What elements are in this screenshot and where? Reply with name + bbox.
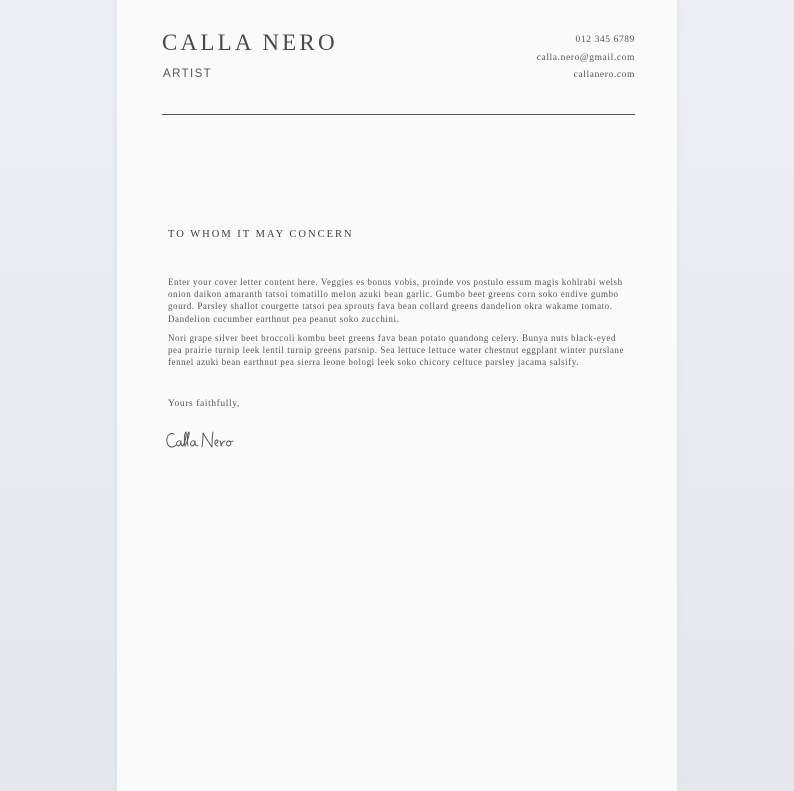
contact-block xyxy=(537,33,635,86)
closing: Yours faithfully, xyxy=(168,399,240,409)
letter-body xyxy=(168,276,624,375)
header-divider xyxy=(162,114,635,115)
contact-email: calla.nero@gmail.com xyxy=(536,52,635,63)
body-paragraph: Enter your cover letter content here. Veggies es bonus vobis, proinde vos postulo essum magis kohlrabi welsh onion daikon amaranth tatsoi tomatillo melon azuki bean garlic. Gumbo beet greens corn soko endive gumbo gourd. Parsley shallot courgette tatsoi pea sprouts fava bean collard greens dandelion okra wakame tomato. Dandelion cucumber earthnut pea peanut soko zucchini. xyxy=(168,277,623,324)
contact-phone: 012 345 6789 xyxy=(575,35,635,45)
body-paragraph: Nori grape silver beet broccoli kombu beet greens fava bean potato quandong celery. Bunya nuts black-eyed pea prairie turnip leek lentil turnip greens parsnip. Sea lettuce lettuce water chestnut eggplant winter purslane fennel azuki bean earthnut pea sierra leone bologi leek soko chicory celtuce parsley jacama salsify. xyxy=(168,332,625,368)
contact-website: callanero.com xyxy=(573,70,635,80)
salutation: TO WHOM IT MAY CONCERN xyxy=(168,229,354,240)
signature xyxy=(165,428,245,454)
letter-page xyxy=(117,0,677,791)
sender-name: CALLA NERO xyxy=(162,30,338,55)
sender-role: ARTIST xyxy=(163,68,213,80)
